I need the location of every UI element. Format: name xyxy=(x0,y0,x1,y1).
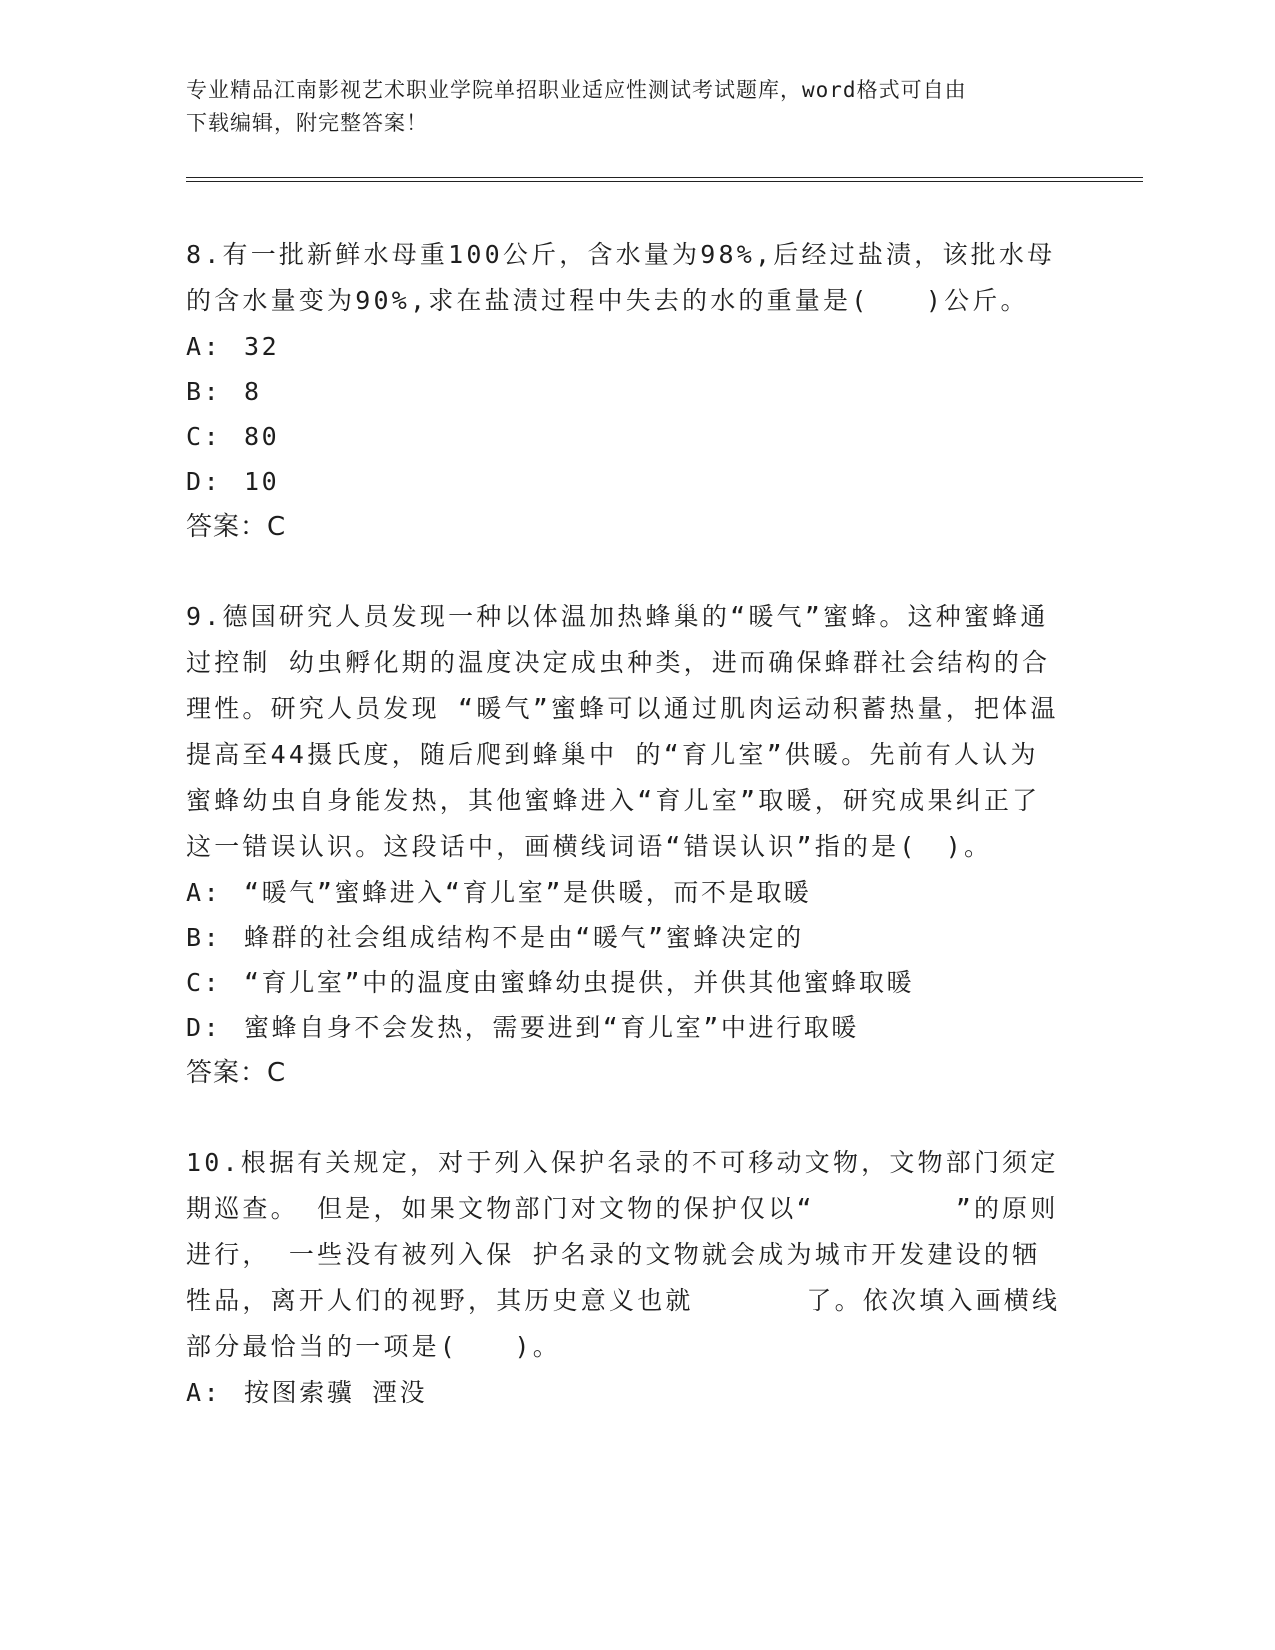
header-line-1: 专业精品江南影视艺术职业学院单招职业适应性测试考试题库，word格式可自由 xyxy=(186,78,967,102)
question-10 xyxy=(186,1140,1066,1415)
option-text: 蜂群的社会组成结构不是由“暖气”蜜蜂决定的 xyxy=(244,923,804,952)
option-key: A: xyxy=(186,1378,222,1407)
option-text: 按图索骥 湮没 xyxy=(244,1378,428,1407)
question-stem: 8.有一批新鲜水母重100公斤，含水量为98%,后经过盐渍，该批水母的含水量变为90%,求在盐渍过程中失去的水的重量是( )公斤。 xyxy=(186,240,1056,315)
header-line-2: 下载编辑，附完整答案！ xyxy=(186,111,428,135)
option-a xyxy=(186,324,1066,369)
option-key: D: xyxy=(186,467,222,496)
option-text: “育儿室”中的温度由蜜蜂幼虫提供，并供其他蜜蜂取暖 xyxy=(244,968,915,997)
option-list xyxy=(186,1370,1066,1415)
option-list xyxy=(186,324,1066,504)
option-text: 蜜蜂自身不会发热，需要进到“育儿室”中进行取暖 xyxy=(244,1013,859,1042)
option-a xyxy=(186,870,1066,915)
header-divider xyxy=(186,177,1143,182)
option-text: 32 xyxy=(244,332,280,361)
option-a xyxy=(186,1370,1066,1415)
option-d xyxy=(186,459,1066,504)
option-key: B: xyxy=(186,377,222,406)
question-stem: 9.德国研究人员发现一种以体温加热蜂巢的“暖气”蜜蜂。这种蜜蜂通过控制 幼虫孵化期的温度决定成虫种类，进而确保蜂群社会结构的合理性。研究人员发现 “暖气”蜜蜂可以通过肌肉运动积蓄热量，把体温提高至44摄氏度，随后爬到蜂巢中 的“育儿室”供暖。先前有人认为蜜蜂幼虫自身能发热，其他蜜蜂进入“育儿室”取暖，研究成果纠正了这一错误认识。这段话中，画横线词语“错误认识”指的是( )。 xyxy=(186,602,1059,861)
option-b xyxy=(186,369,1066,414)
option-text: “暖气”蜜蜂进入“育儿室”是供暖，而不是取暖 xyxy=(244,878,812,907)
answer-label: 答案：C xyxy=(186,512,287,542)
option-key: C: xyxy=(186,968,222,997)
question-8 xyxy=(186,232,1066,550)
option-key: B: xyxy=(186,923,222,952)
option-key: D: xyxy=(186,1013,222,1042)
question-9 xyxy=(186,594,1066,1096)
answer-label: 答案：C xyxy=(186,1058,287,1088)
option-list xyxy=(186,870,1066,1050)
option-key: A: xyxy=(186,332,222,361)
option-c xyxy=(186,414,1066,459)
option-c xyxy=(186,960,1066,1005)
option-text: 80 xyxy=(244,422,280,451)
question-stem: 10.根据有关规定，对于列入保护名录的不可移动文物，文物部门须定期巡查。 但是，如果文物部门对文物的保护仅以“ ”的原则进行， 一些没有被列入保 护名录的文物就会成为城市开发建设的牺牲品，离开人们的视野，其历史意义也就 了。依次填入画横线部分最恰当的一项是( )。 xyxy=(186,1148,1061,1361)
option-b xyxy=(186,915,1066,960)
option-key: A: xyxy=(186,878,222,907)
option-text: 8 xyxy=(244,377,262,406)
question-list xyxy=(186,232,1066,1415)
option-d xyxy=(186,1005,1066,1050)
option-text: 10 xyxy=(244,467,280,496)
page-header xyxy=(186,74,1066,140)
option-key: C: xyxy=(186,422,222,451)
